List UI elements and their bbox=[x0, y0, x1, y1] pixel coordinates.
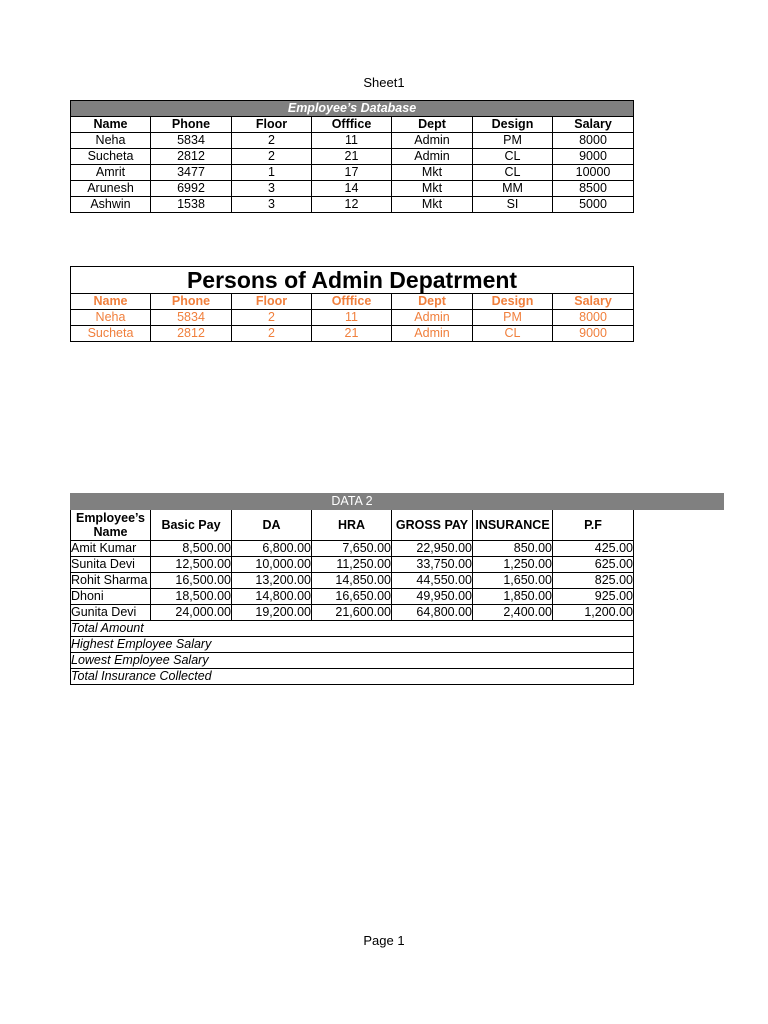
table-title: DATA 2 bbox=[71, 494, 634, 510]
summary-row bbox=[71, 669, 634, 685]
cell[interactable]: 2,400.00 bbox=[473, 605, 553, 621]
cell[interactable]: 1538 bbox=[151, 197, 232, 213]
summary-label[interactable]: Highest Employee Salary bbox=[71, 637, 634, 653]
cell[interactable]: 16,650.00 bbox=[312, 589, 392, 605]
cell[interactable]: 850.00 bbox=[473, 541, 553, 557]
table-row bbox=[71, 181, 634, 197]
column-header: Basic Pay bbox=[151, 510, 232, 541]
cell[interactable]: Admin bbox=[392, 133, 473, 149]
column-header: Phone bbox=[151, 294, 232, 310]
column-header: INSURANCE bbox=[473, 510, 553, 541]
cell[interactable]: 19,200.00 bbox=[232, 605, 312, 621]
column-header: Offfice bbox=[312, 117, 392, 133]
cell[interactable]: 925.00 bbox=[553, 589, 634, 605]
table-row bbox=[71, 310, 634, 326]
cell[interactable]: 11,250.00 bbox=[312, 557, 392, 573]
cell[interactable]: Neha bbox=[71, 310, 151, 326]
cell[interactable]: 3 bbox=[232, 181, 312, 197]
cell[interactable]: Amit Kumar bbox=[71, 541, 151, 557]
cell[interactable]: 9000 bbox=[553, 326, 634, 342]
table-row bbox=[71, 573, 634, 589]
column-header: Salary bbox=[553, 117, 634, 133]
cell[interactable]: 21,600.00 bbox=[312, 605, 392, 621]
cell[interactable]: 5000 bbox=[553, 197, 634, 213]
column-header: Name bbox=[71, 117, 151, 133]
table-row bbox=[71, 541, 634, 557]
cell[interactable]: PM bbox=[473, 133, 553, 149]
cell[interactable]: 21 bbox=[312, 149, 392, 165]
cell[interactable]: Neha bbox=[71, 133, 151, 149]
cell[interactable]: Dhoni bbox=[71, 589, 151, 605]
table-row bbox=[71, 197, 634, 213]
cell[interactable]: 1,200.00 bbox=[553, 605, 634, 621]
cell[interactable]: Mkt bbox=[392, 165, 473, 181]
cell[interactable]: 11 bbox=[312, 310, 392, 326]
employee-database-table bbox=[70, 100, 634, 213]
cell[interactable]: 1,250.00 bbox=[473, 557, 553, 573]
cell[interactable]: 33,750.00 bbox=[392, 557, 473, 573]
column-header: Dept bbox=[392, 117, 473, 133]
column-header: Design bbox=[473, 294, 553, 310]
cell[interactable]: Sucheta bbox=[71, 326, 151, 342]
cell[interactable]: 2 bbox=[232, 149, 312, 165]
cell[interactable]: 14,850.00 bbox=[312, 573, 392, 589]
cell[interactable]: 6992 bbox=[151, 181, 232, 197]
cell[interactable]: Admin bbox=[392, 326, 473, 342]
cell[interactable]: CL bbox=[473, 165, 553, 181]
cell[interactable]: CL bbox=[473, 149, 553, 165]
cell[interactable]: 825.00 bbox=[553, 573, 634, 589]
cell[interactable]: 2812 bbox=[151, 149, 232, 165]
cell[interactable]: 14 bbox=[312, 181, 392, 197]
admin-department-table bbox=[70, 266, 634, 342]
cell[interactable]: 2812 bbox=[151, 326, 232, 342]
cell[interactable]: Rohit Sharma bbox=[71, 573, 151, 589]
cell[interactable]: 9000 bbox=[553, 149, 634, 165]
cell[interactable]: 10,000.00 bbox=[232, 557, 312, 573]
column-header: Phone bbox=[151, 117, 232, 133]
summary-row bbox=[71, 653, 634, 669]
cell[interactable]: 14,800.00 bbox=[232, 589, 312, 605]
cell[interactable]: 1,850.00 bbox=[473, 589, 553, 605]
cell[interactable]: 24,000.00 bbox=[151, 605, 232, 621]
column-header: Offfice bbox=[312, 294, 392, 310]
cell[interactable]: 44,550.00 bbox=[392, 573, 473, 589]
cell[interactable]: 6,800.00 bbox=[232, 541, 312, 557]
cell[interactable]: Arunesh bbox=[71, 181, 151, 197]
column-header: Floor bbox=[232, 117, 312, 133]
summary-row bbox=[71, 637, 634, 653]
sheet-title: Sheet1 bbox=[363, 75, 405, 90]
page-number: Page 1 bbox=[363, 933, 405, 948]
cell[interactable]: 8500 bbox=[553, 181, 634, 197]
cell[interactable]: 8,500.00 bbox=[151, 541, 232, 557]
column-header: Dept bbox=[392, 294, 473, 310]
cell[interactable]: 3477 bbox=[151, 165, 232, 181]
table-title: Persons of Admin Depatrment bbox=[71, 267, 634, 294]
cell[interactable]: 3 bbox=[232, 197, 312, 213]
cell[interactable]: PM bbox=[473, 310, 553, 326]
cell[interactable]: Admin bbox=[392, 310, 473, 326]
cell[interactable]: 1,650.00 bbox=[473, 573, 553, 589]
cell[interactable]: 49,950.00 bbox=[392, 589, 473, 605]
cell[interactable]: Sucheta bbox=[71, 149, 151, 165]
cell[interactable]: 13,200.00 bbox=[232, 573, 312, 589]
cell[interactable]: 10000 bbox=[553, 165, 634, 181]
salary-data-table bbox=[70, 493, 634, 685]
column-header: HRA bbox=[312, 510, 392, 541]
table-row bbox=[71, 589, 634, 605]
cell[interactable]: 11 bbox=[312, 133, 392, 149]
summary-label[interactable]: Total Amount bbox=[71, 621, 634, 637]
cell[interactable]: 625.00 bbox=[553, 557, 634, 573]
cell[interactable]: Mkt bbox=[392, 197, 473, 213]
cell[interactable]: SI bbox=[473, 197, 553, 213]
cell[interactable]: 2 bbox=[232, 326, 312, 342]
cell[interactable]: Amrit bbox=[71, 165, 151, 181]
column-header: GROSS PAY bbox=[392, 510, 473, 541]
cell[interactable]: 2 bbox=[232, 133, 312, 149]
table-row bbox=[71, 133, 634, 149]
cell[interactable]: 8000 bbox=[553, 310, 634, 326]
cell[interactable]: 16,500.00 bbox=[151, 573, 232, 589]
cell[interactable]: 22,950.00 bbox=[392, 541, 473, 557]
table-row bbox=[71, 605, 634, 621]
column-header: Salary bbox=[553, 294, 634, 310]
banner-extension bbox=[634, 493, 724, 510]
table-row bbox=[71, 557, 634, 573]
cell[interactable]: 1 bbox=[232, 165, 312, 181]
cell[interactable]: 12,500.00 bbox=[151, 557, 232, 573]
column-header: Design bbox=[473, 117, 553, 133]
cell[interactable]: 17 bbox=[312, 165, 392, 181]
summary-label[interactable]: Lowest Employee Salary bbox=[71, 653, 634, 669]
cell[interactable]: MM bbox=[473, 181, 553, 197]
cell[interactable]: 8000 bbox=[553, 133, 634, 149]
column-header: Name bbox=[71, 294, 151, 310]
summary-row bbox=[71, 621, 634, 637]
cell[interactable]: 2 bbox=[232, 310, 312, 326]
cell[interactable]: 21 bbox=[312, 326, 392, 342]
column-header: P.F bbox=[553, 510, 634, 541]
table-row bbox=[71, 149, 634, 165]
cell[interactable]: 5834 bbox=[151, 133, 232, 149]
cell[interactable]: Gunita Devi bbox=[71, 605, 151, 621]
cell[interactable]: Ashwin bbox=[71, 197, 151, 213]
cell[interactable]: Mkt bbox=[392, 181, 473, 197]
cell[interactable]: CL bbox=[473, 326, 553, 342]
column-header: DA bbox=[232, 510, 312, 541]
cell[interactable]: 425.00 bbox=[553, 541, 634, 557]
cell[interactable]: 18,500.00 bbox=[151, 589, 232, 605]
table-row bbox=[71, 326, 634, 342]
table-title: Employee’s Database bbox=[71, 101, 634, 117]
cell[interactable]: Sunita Devi bbox=[71, 557, 151, 573]
cell[interactable]: 5834 bbox=[151, 310, 232, 326]
table-row bbox=[71, 165, 634, 181]
column-header: Employee’s Name bbox=[71, 510, 151, 541]
cell[interactable]: 12 bbox=[312, 197, 392, 213]
cell[interactable]: 64,800.00 bbox=[392, 605, 473, 621]
summary-label[interactable]: Total Insurance Collected bbox=[71, 669, 634, 685]
cell[interactable]: 7,650.00 bbox=[312, 541, 392, 557]
column-header: Floor bbox=[232, 294, 312, 310]
cell[interactable]: Admin bbox=[392, 149, 473, 165]
